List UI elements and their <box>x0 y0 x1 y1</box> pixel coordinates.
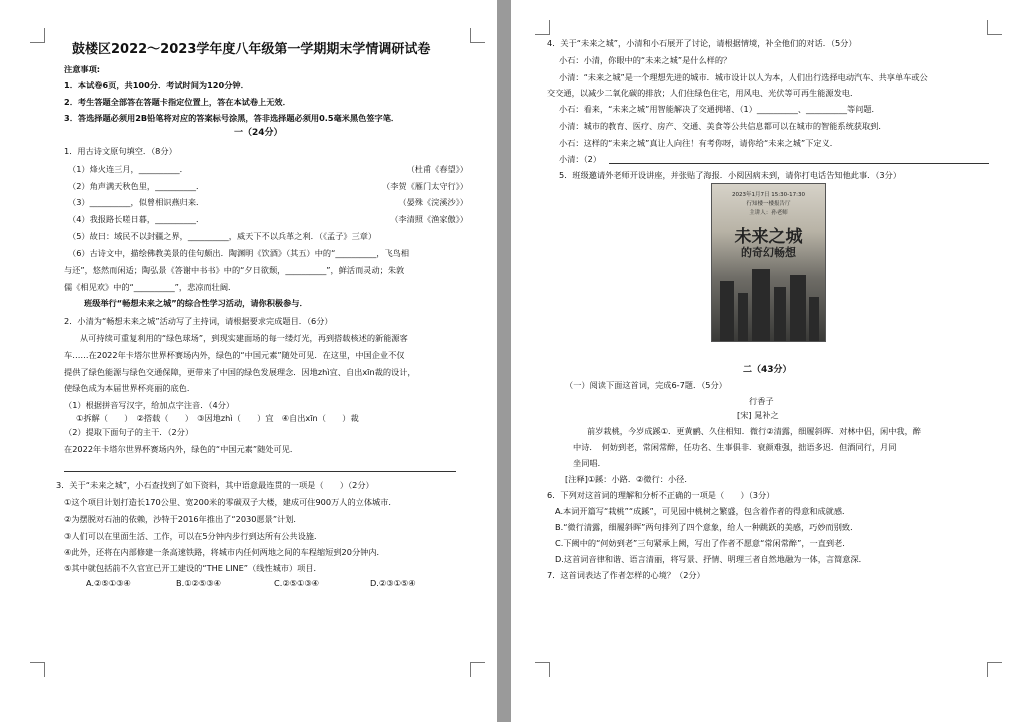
exam-title: 鼓楼区2022～2023学年度八年级第一学期期末学情调研试卷 <box>72 42 431 57</box>
answer-line <box>609 163 989 164</box>
question-stem: 6．下列对这首词的理解和分析不正确的一项是（ ）（3分） <box>547 490 775 500</box>
crop-mark <box>470 662 485 677</box>
option-line: C.下阙中的“何妨到老”三句紧承上阙，写出了作者不愿意“常闲常醉”，一直到老． <box>555 538 851 548</box>
q1-line: （5）故曰：域民不以封疆之界，__________，威天下不以兵革之利．（《孟子》三章） <box>68 231 377 241</box>
option-line: ④此外，还将在内部修建一条高速铁路，将城市内任何两地之间的车程缩短到20分钟内． <box>64 547 385 557</box>
poster-headline: 未来之城 <box>734 227 803 247</box>
question-stem: 4．关于“未来之城”，小清和小石展开了讨论，请根据情境，补全他们的对话．（5分） <box>547 38 857 48</box>
q1-source: （晏殊《浣溪沙》） <box>398 197 468 207</box>
option-line: B.“微行清露，细履斜晖”两句排列了四个意象，给人一种跳跃的美感，巧妙而别致． <box>555 522 859 532</box>
dialogue-line: 小清：（2） <box>559 154 602 164</box>
building-shape <box>790 275 806 341</box>
building-shape <box>809 297 819 341</box>
crop-mark <box>470 28 485 43</box>
pinyin-items: ①拆解（ ） ②搭载（ ） ③因地zhì（ ）宜 ④自出xīn（ ）裁 <box>76 413 359 423</box>
q1-source: （李贺《雁门太守行》） <box>382 181 468 191</box>
dialogue-line: 交交通，以减少二氧化碳的排放；人们住绿色住宅，用风电、光伏等可再生能源发电． <box>547 88 859 98</box>
passage-line: 从可持续可重复利用的“绿色球场”，到现实建面场的每一缕灯光，再到搭载核述的新能源客 <box>80 333 408 343</box>
section-heading: 一（24分） <box>234 128 283 138</box>
crop-mark <box>535 662 550 677</box>
poem-line: 坐同唱． <box>573 458 606 468</box>
exam-page-2 <box>511 0 1024 722</box>
poster-speaker: 主讲人：孙老师 <box>749 210 788 216</box>
q1-line: （3）__________，似曾相识燕归来． <box>68 197 205 207</box>
question-stem: 7．这首词表达了作者怎样的心境？（2分） <box>547 570 705 580</box>
option-line: ⑤其中就包括前不久官宣已开工建设的“THE LINE”（线性城市）项目． <box>64 563 322 573</box>
crop-mark <box>987 662 1002 677</box>
poem-note: [注释]①蹊：小路．②微行：小径． <box>565 474 693 484</box>
poem-title: 行香子 <box>749 396 774 406</box>
building-shape <box>738 293 748 341</box>
crop-mark <box>30 662 45 677</box>
choice-c: C.②⑤①③④ <box>274 578 320 588</box>
q1-line: 与还”，悠然而闲适；陶弘景《答谢中书书》中的“夕日欲颓，__________”，鲜活而灵动；朱敦 <box>64 265 405 275</box>
passage-line: 使绿色成为本届世界杯亮丽的底色． <box>64 383 196 393</box>
question-stem: 5．班级邀请外老师开设讲座，并张贴了海报．小阅因病未到，请你打电话告知他此事．（3分） <box>559 170 902 180</box>
reading-instruction: （一）阅读下面这首词，完成6-7题．（5分） <box>565 380 727 390</box>
dialogue-line: 小石：小清，你眼中的“未来之城”是什么样的？ <box>559 55 732 65</box>
option-line: ①这个项目计划打造长170公里、宽200米的零碳双子大楼，建成可住900万人的立体城市． <box>64 497 397 507</box>
option-line: ②为摆脱对石油的依赖，沙特于2016年推出了“2030愿景”计划． <box>64 514 302 524</box>
q1-source: （李清照《渔家傲》） <box>390 214 468 224</box>
crop-mark <box>30 28 45 43</box>
sub-question: （2）提取下面句子的主干．（2分） <box>64 427 194 437</box>
poem-author: [宋] 晁补之 <box>737 410 779 420</box>
question-stem: 3．关于“未来之城”，小石查找到了如下资料，其中语意最连贯的一项是（ ）（2分） <box>56 480 374 490</box>
passage-line: 车……在2022年卡塔尔世界杯赛场内外，绿色的“中国元素”随处可见．在这里，中国企业不仅 <box>64 350 405 360</box>
poster-date: 2023年1月7日 15:30-17:30 <box>732 192 805 198</box>
q1-line: 儒《相见欢》中的“__________”，悲凉而壮阔． <box>64 282 237 292</box>
exam-page-1 <box>0 0 497 722</box>
section-heading: 二（43分） <box>743 365 792 375</box>
choice-d: D.②③①⑤④ <box>370 578 416 588</box>
q1-line: （2）角声满天秋色里，__________． <box>68 181 205 191</box>
note-line: 1．本试卷6页，共100分．考试时间为120分钟． <box>64 80 249 90</box>
answer-line <box>64 471 456 472</box>
q1-line: （1）烽火连三月，__________． <box>68 164 188 174</box>
poem-line: 前岁栽桃，今岁成蹊①．更黄鹂、久住相知．微行②清露，细履斜晖．对林中侣，闲中我，醉 <box>587 426 921 436</box>
note-line: 3．答选择题必须用2B铅笔将对应的答案标号涂黑，答非选择题必须用0.5毫米黑色签字笔． <box>64 113 400 123</box>
choice-a: A.②⑤①③④ <box>86 578 131 588</box>
building-shape <box>752 269 770 341</box>
dialogue-line: 小清：城市的教育、医疗、房产、交通、美食等公共信息都可以在城市的智能系统获取到． <box>559 121 887 131</box>
notes-heading: 注意事项: <box>64 64 101 74</box>
q1-line: （6）古诗文中，描绘佛教美景的佳句颇出．陶渊明《饮酒》（其五）中的“__________，飞鸟相 <box>68 248 410 258</box>
question-stem: 2．小清为“畅想未来之城”活动写了主持词，请根据要求完成题目．（6分） <box>64 316 333 326</box>
sub-question: （1）根据拼音写汉字，给加点字注音．（4分） <box>64 400 235 410</box>
building-shape <box>720 281 734 341</box>
q1-line: （4）我报路长嗟日暮，__________． <box>68 214 205 224</box>
q1-source: （杜甫《春望》） <box>406 164 468 174</box>
option-line: A.本词开篇写“栽桃”“成蹊”，可见园中桃树之繁盛，包含着作者的得意和成就感． <box>555 506 851 516</box>
lecture-poster <box>711 183 826 342</box>
poem-line: 中诗． 何妨到老，常闲常醉，任功名、生事俱非．衰颜难强，拙语多迟．但酒同行，月同 <box>573 442 897 452</box>
dialogue-line: 小清：“未来之城”是一个理想先进的城市．城市设计以人为本，人们出行选择电动汽车、共享单车或公 <box>559 72 928 82</box>
option-line: D.这首词音律和谐、语言清丽，将写景、抒情、明理三者自然地融为一体，言简意深． <box>555 554 867 564</box>
question-stem: 1．用古诗文原句填空．（8分） <box>64 146 177 156</box>
crop-mark <box>535 20 550 35</box>
option-line: ③人们可以在里面生活、工作，可以在5分钟内步行到达所有公共设施． <box>64 531 323 541</box>
dialogue-line: 小石：这样的“未来之城”真让人向往！有考你呀，请你给“未来之城”下定义． <box>559 138 838 148</box>
poster-subtitle: 的奇幻畅想 <box>741 246 796 259</box>
passage-line: 提供了绿色能源与绿色交通保障，更带来了中国的绿色发展理念．因地zhì宜、自出xīn裁的设计， <box>64 367 416 377</box>
choice-b: B.①②⑤③④ <box>176 578 221 588</box>
sentence-text: 在2022年卡塔尔世界杯赛场内外，绿色的“中国元素”随处可见． <box>64 444 299 454</box>
poster-place: 行知楼一楼报告厅 <box>746 201 791 207</box>
crop-mark <box>987 20 1002 35</box>
building-shape <box>774 287 786 341</box>
dialogue-line: 小石：看来，“未来之城”用智能解决了交通拥堵、（1）__________、__________等问题． <box>559 104 880 114</box>
activity-heading: 班级举行“畅想未来之城”的综合性学习活动，请你积极参与． <box>84 298 308 308</box>
note-line: 2．考生答题全部答在答题卡指定位置上，答在本试卷上无效． <box>64 97 291 107</box>
